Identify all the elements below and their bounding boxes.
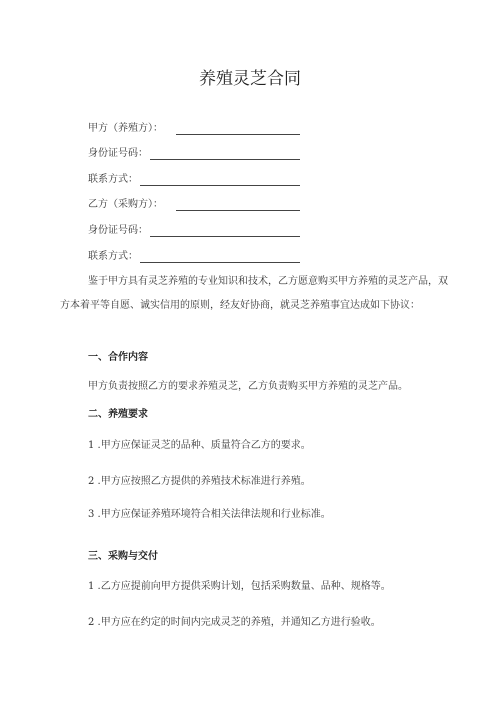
party-b-id-blank[interactable] [150, 236, 300, 237]
party-a-blank[interactable] [176, 134, 300, 135]
section-1-heading: 一、合作内容 [88, 352, 148, 363]
section-2-item-1: 1 .甲方应保证灵芝的品种、质量符合乙方的要求。 [88, 440, 311, 451]
party-b-label: 乙方（采购方）： [88, 199, 163, 210]
party-a-field [88, 122, 163, 136]
party-b-id-field [88, 224, 148, 238]
party-b-id-label: 身份证号码： [88, 225, 148, 236]
party-b-contact-label: 联系方式： [88, 251, 138, 262]
section-2-heading: 二、养殖要求 [88, 409, 148, 420]
section-2-item-3: 3 .甲方应保证养殖环境符合相关法律法规和行业标准。 [88, 509, 331, 520]
section-3-item-2: 2 .甲方应在约定的时间内完成灵芝的养殖，并通知乙方进行验收。 [88, 617, 381, 628]
party-a-id-field [88, 147, 148, 161]
party-b-contact-field [88, 250, 138, 264]
party-b-field [88, 198, 163, 212]
party-a-label: 甲方（养殖方）： [88, 123, 163, 134]
section-1-item-1: 甲方负责按照乙方的要求养殖灵芝，乙方负责购买甲方养殖的灵芝产品。 [88, 381, 408, 392]
section-3-heading: 三、采购与交付 [88, 551, 158, 562]
party-a-contact-blank[interactable] [140, 185, 300, 186]
section-3-item-1: 1 .乙方应提前向甲方提供采购计划，包括采购数量、品种、规格等。 [88, 581, 391, 592]
section-2-item-2: 2 .甲方应按照乙方提供的养殖技术标准进行养殖。 [88, 476, 311, 487]
party-a-id-label: 身份证号码： [88, 148, 148, 159]
party-a-id-blank[interactable] [150, 159, 300, 160]
party-b-contact-blank[interactable] [140, 262, 300, 263]
preamble-paragraph: 鉴于甲方具有灵芝养殖的专业知识和技术，乙方愿意购买甲方养殖的灵芝产品，双方本着平等自愿、诚实信用的原则，经友好协商，就灵芝养殖事宜达成如下协议： [60, 276, 448, 311]
document-title: 养殖灵芝合同 [199, 69, 301, 89]
party-a-contact-field [88, 173, 138, 187]
party-a-contact-label: 联系方式： [88, 174, 138, 185]
party-b-blank[interactable] [176, 210, 300, 211]
